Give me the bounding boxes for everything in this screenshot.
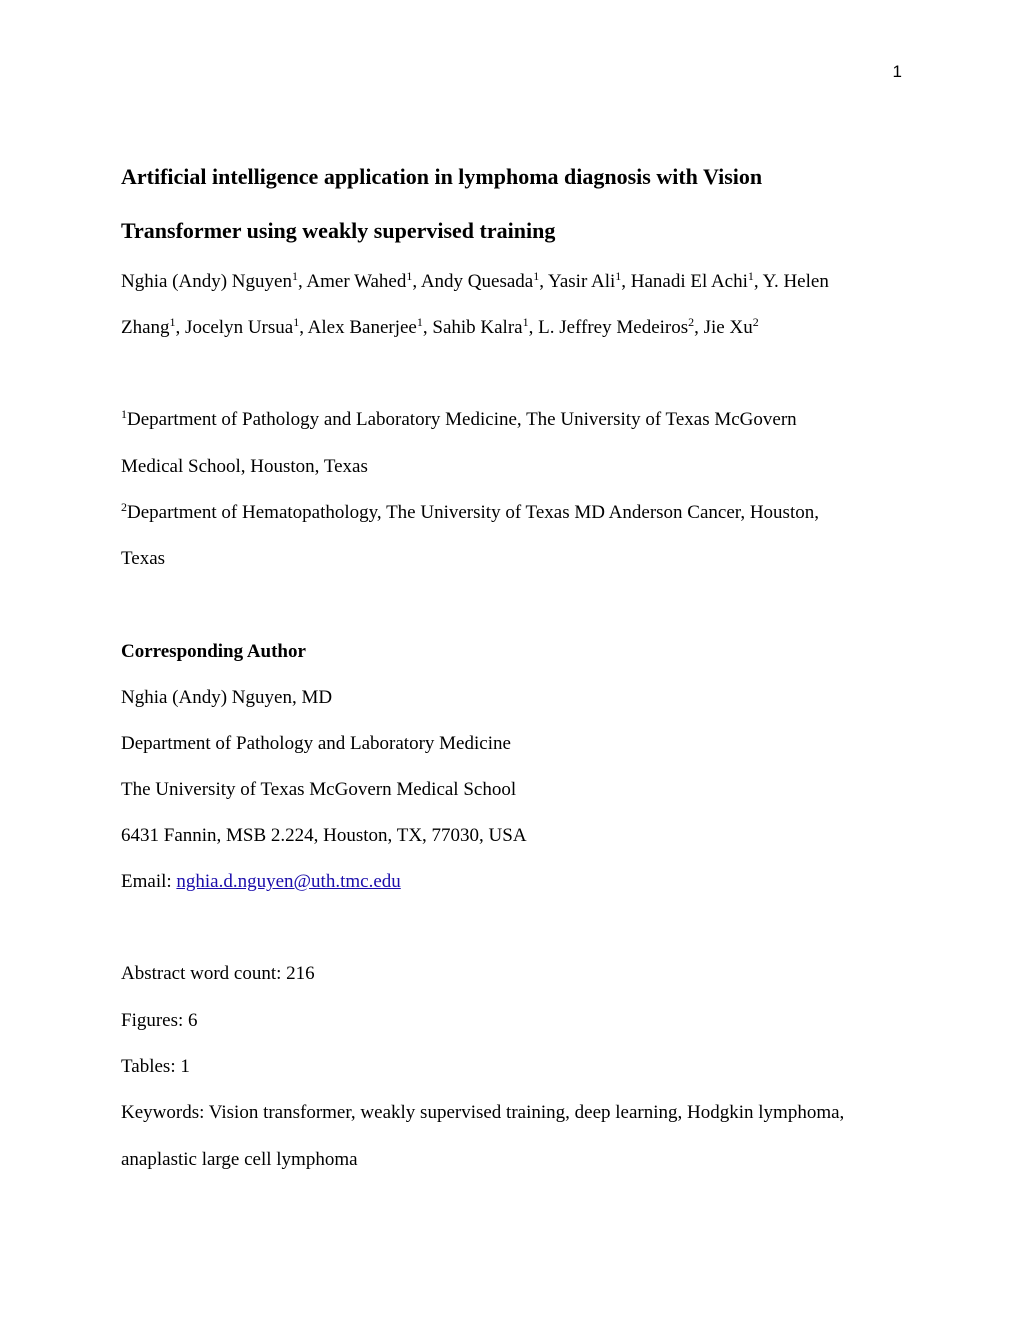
author-separator: , — [299, 317, 308, 338]
keywords-line-1: Keywords: Vision transformer, weakly supervised training, deep learning, Hodgkin lymphoma, — [121, 1102, 845, 1123]
paper-title-line-1: Artificial intelligence application in lymphoma diagnosis with Vision — [121, 164, 763, 189]
author-separator: , — [694, 317, 704, 338]
paper-title-line-2: Transformer using weakly supervised training — [121, 218, 556, 243]
affiliation-marker: 1 — [747, 269, 754, 283]
affiliation-marker: 1 — [406, 269, 413, 283]
corresponding-email-line — [121, 869, 401, 895]
author-name: Hanadi El Achi — [630, 271, 748, 292]
author-name: Amer Wahed — [306, 271, 407, 292]
author-separator: , — [412, 271, 421, 292]
author-name: Andy Quesada — [420, 271, 534, 292]
author-separator: , — [539, 271, 549, 292]
author-separator: , — [528, 317, 539, 338]
author-name: Yasir Ali — [548, 271, 616, 292]
affiliation-marker: 1 — [293, 315, 300, 329]
affiliation-number: 1 — [121, 407, 127, 421]
email-label: Email: — [121, 871, 177, 892]
affiliation-marker: 2 — [688, 315, 695, 329]
author-separator: , — [621, 271, 631, 292]
author-name: Sahib Kalra — [432, 317, 523, 338]
corresponding-school: The University of Texas McGovern Medical School — [121, 779, 517, 800]
corresponding-department: Department of Pathology and Laboratory Medicine — [121, 733, 511, 754]
author-name: Jie Xu — [703, 317, 753, 338]
affiliation-marker: 1 — [533, 269, 540, 283]
affiliation-text: Department of Hematopathology, The University of Texas MD Anderson Cancer, Houston, — [127, 502, 819, 523]
author-separator: , — [422, 317, 433, 338]
author-separator: , — [297, 271, 307, 292]
affiliation-marker: 2 — [752, 315, 759, 329]
author-name: Zhang — [121, 317, 170, 338]
abstract-word-count: Abstract word count: 216 — [121, 963, 315, 984]
affiliation-marker: 1 — [416, 315, 423, 329]
author-name: Nghia (Andy) Nguyen — [121, 271, 292, 292]
author-separator: , — [175, 317, 186, 338]
figures-count: Figures: 6 — [121, 1010, 198, 1031]
author-list-line-2 — [121, 315, 759, 341]
tables-count: Tables: 1 — [121, 1056, 190, 1077]
corresponding-address: 6431 Fannin, MSB 2.224, Houston, TX, 77030, USA — [121, 825, 527, 846]
email-link[interactable]: nghia.d.nguyen@uth.tmc.edu — [176, 871, 401, 892]
corresponding-author-heading: Corresponding Author — [121, 641, 306, 662]
affiliation-1-line-1 — [121, 407, 797, 433]
corresponding-author-name: Nghia (Andy) Nguyen, MD — [121, 687, 333, 708]
affiliation-2-line-1 — [121, 500, 819, 526]
author-separator: , Y. Helen — [753, 271, 829, 292]
affiliation-number: 2 — [121, 500, 127, 514]
affiliation-2-line-2: Texas — [121, 548, 166, 569]
author-list-line-1 — [121, 269, 829, 295]
affiliation-1-line-2: Medical School, Houston, Texas — [121, 456, 368, 477]
affiliation-marker: 1 — [615, 269, 622, 283]
page-number: 1 — [892, 62, 902, 81]
author-name: L. Jeffrey Medeiros — [538, 317, 689, 338]
affiliation-marker: 1 — [169, 315, 176, 329]
affiliation-text: Department of Pathology and Laboratory Medicine, The University of Texas McGovern — [127, 409, 797, 430]
author-name: Alex Banerjee — [307, 317, 417, 338]
author-name: Jocelyn Ursua — [185, 317, 294, 338]
affiliation-marker: 1 — [522, 315, 529, 329]
keywords-line-2: anaplastic large cell lymphoma — [121, 1149, 358, 1170]
affiliation-marker: 1 — [291, 269, 298, 283]
